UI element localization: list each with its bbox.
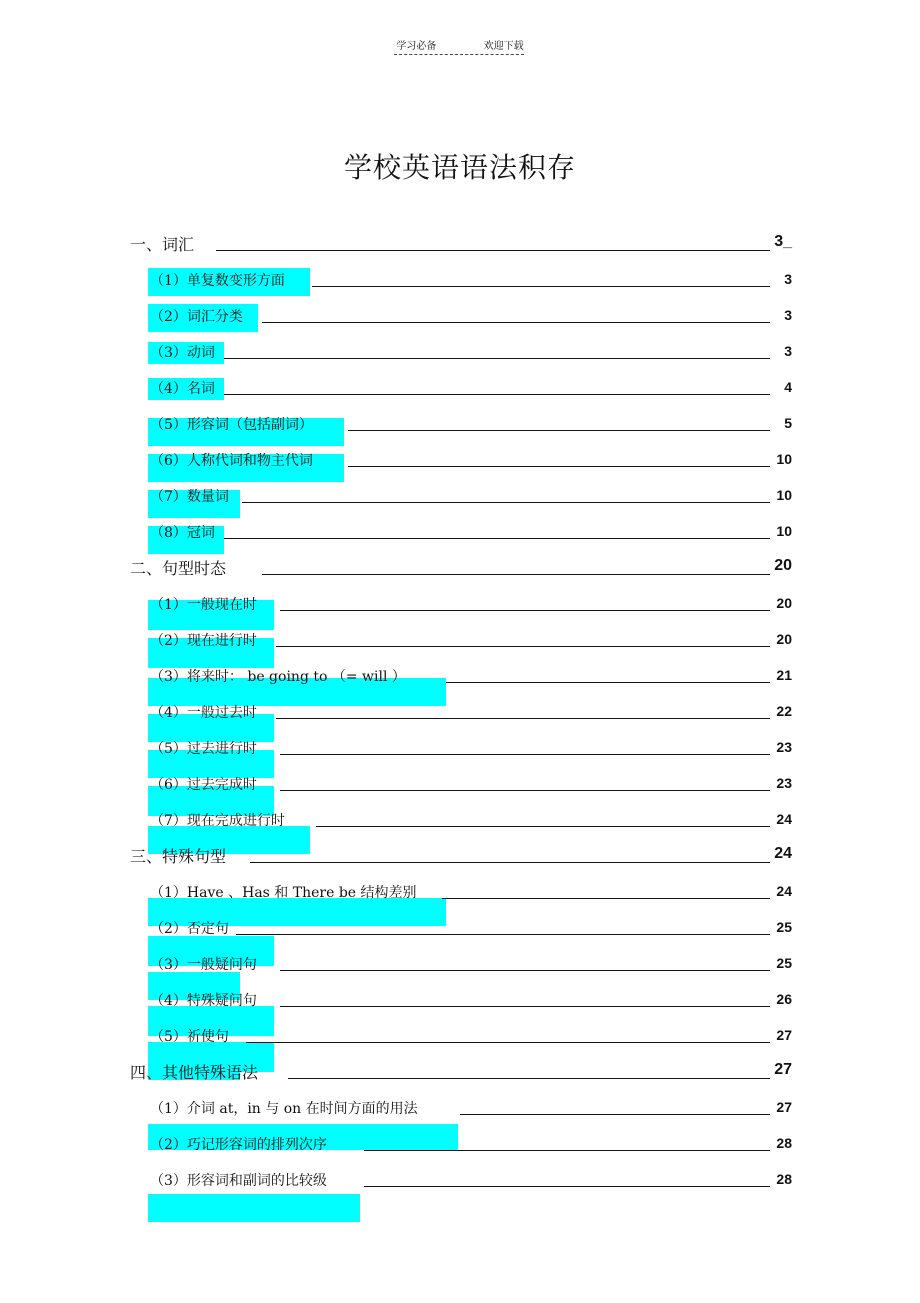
toc-label: （4）特殊疑问句 [150, 993, 257, 1009]
toc-entry [0, 484, 920, 510]
toc-label: （4）一般过去时 [150, 705, 257, 721]
toc-leader-line [348, 448, 770, 467]
toc-entry [0, 808, 920, 834]
toc-page-number: 23 [776, 775, 792, 791]
toc-leader-line [224, 340, 770, 359]
toc-page-number: 4 [784, 379, 792, 395]
page-header [0, 37, 920, 52]
toc-leader-line [348, 412, 770, 431]
toc-entry [0, 448, 920, 474]
toc-page-number: 27 [776, 1099, 792, 1115]
toc-leader-line [280, 592, 770, 611]
toc-label: （2）否定句 [150, 921, 229, 937]
toc-page-number: 5 [784, 415, 792, 431]
toc-leader-line [216, 232, 770, 251]
toc-entry [0, 412, 920, 438]
toc-entry [0, 1024, 920, 1050]
toc-leader-line [280, 988, 770, 1007]
toc-label: （5）祈使句 [150, 1029, 229, 1045]
toc-section [0, 1060, 920, 1086]
toc-leader-line [262, 304, 770, 323]
toc-label: 四、其他特殊语法 [130, 1063, 259, 1082]
toc-section [0, 232, 920, 258]
toc-entry [0, 376, 920, 402]
toc-label: （5）形容词（包括副词） [150, 417, 313, 433]
toc-label: （6）人称代词和物主代词 [150, 453, 313, 469]
toc-label: （2）现在进行时 [150, 633, 257, 649]
toc-leader-line [236, 916, 770, 935]
toc-label: （4）名词 [150, 381, 215, 397]
toc-label: （5）过去进行时 [150, 741, 257, 757]
toc-leader-line [280, 772, 770, 791]
toc-section [0, 844, 920, 870]
toc-section [0, 556, 920, 582]
toc-entry [0, 1168, 920, 1194]
toc-entry [0, 340, 920, 366]
toc-leader-line [250, 844, 770, 863]
toc-leader-line [460, 1096, 770, 1115]
toc-page-number: 28 [776, 1171, 792, 1187]
toc-leader-line [288, 1060, 770, 1079]
toc-label: （3）一般疑问句 [150, 957, 257, 973]
toc-label: （8）冠词 [150, 525, 215, 541]
toc-label: （3）动词 [150, 345, 215, 361]
toc-leader-line [316, 808, 770, 827]
toc-leader-line [242, 484, 770, 503]
toc-entry [0, 664, 920, 690]
toc-entry [0, 700, 920, 726]
toc-page-number: 25 [776, 955, 792, 971]
toc-page-number: 3 [784, 343, 792, 359]
toc-label: （2）巧记形容词的排列次序 [150, 1137, 327, 1153]
toc-page-number: 10 [776, 523, 792, 539]
toc-label: （1）介词 at，in 与 on 在时间方面的用法 [150, 1101, 418, 1117]
toc-entry [0, 628, 920, 654]
header-left-text: 学习必备 [396, 41, 437, 52]
toc-entry [0, 592, 920, 618]
toc-label: （1）单复数变形方面 [150, 273, 285, 289]
toc-label: （2）词汇分类 [150, 309, 243, 325]
document-title: 学校英语语法积存 [343, 151, 576, 184]
toc-entry [0, 520, 920, 546]
toc-page-number: 25 [776, 919, 792, 935]
toc-entry [0, 772, 920, 798]
toc-label: （7）现在完成进行时 [150, 813, 285, 829]
toc-label: （6）过去完成时 [150, 777, 257, 793]
toc-label: （1）Have 、Has 和 There be 结构差别 [150, 885, 417, 901]
toc-leader-line [276, 628, 770, 647]
toc-page-number: 24 [774, 845, 792, 862]
toc-page-number: 26 [776, 991, 792, 1007]
toc-leader-line [280, 736, 770, 755]
toc-leader-line [224, 376, 770, 395]
text-highlight [148, 1194, 360, 1222]
toc-page-number: 27 [776, 1027, 792, 1043]
toc-leader-line [446, 664, 770, 683]
toc-page-number: 24 [776, 883, 792, 899]
toc-leader-line [276, 700, 770, 719]
toc-leader-line [442, 880, 770, 899]
header-divider [394, 54, 524, 55]
toc-page-number: 21 [776, 667, 792, 683]
toc-page-number: 3 [784, 307, 792, 323]
toc-page-number: 20 [774, 557, 792, 574]
toc-leader-line [280, 952, 770, 971]
toc-label: 三、特殊句型 [130, 847, 227, 866]
toc-leader-line [246, 1024, 770, 1043]
toc-label: （3）将来时： be going to （= will ） [150, 669, 406, 685]
toc-leader-line [364, 1168, 770, 1187]
toc-entry [0, 1096, 920, 1122]
toc-page-number: 3 [784, 271, 792, 287]
header-right-text: 欢迎下载 [483, 41, 524, 52]
toc-page-number: 27 [774, 1061, 792, 1078]
toc-entry [0, 1132, 920, 1158]
toc-page-number: 23 [776, 739, 792, 755]
toc-label: 一、词汇 [130, 235, 195, 254]
toc-entry [0, 988, 920, 1014]
toc-label: （1）一般现在时 [150, 597, 257, 613]
toc-page-number: 20 [776, 631, 792, 647]
toc-page-number: 22 [776, 703, 792, 719]
toc-entry [0, 880, 920, 906]
toc-label: 二、句型时态 [130, 559, 227, 578]
toc-entry [0, 736, 920, 762]
toc-leader-line [364, 1132, 770, 1151]
toc-leader-line [224, 520, 770, 539]
toc-page-number: 24 [776, 811, 792, 827]
toc-label: （7）数量词 [150, 489, 229, 505]
toc-page-number: 28 [776, 1135, 792, 1151]
toc-leader-line [262, 556, 770, 575]
toc-entry [0, 268, 920, 294]
toc-leader-line [312, 268, 770, 287]
toc-label: （3）形容词和副词的比较级 [150, 1173, 327, 1189]
toc-page-number: 10 [776, 487, 792, 503]
toc-entry [0, 952, 920, 978]
toc-page-number: 10 [776, 451, 792, 467]
toc-page-number: 20 [776, 595, 792, 611]
toc-entry [0, 304, 920, 330]
toc-page-number: 3_ [774, 233, 792, 250]
toc-entry [0, 916, 920, 942]
